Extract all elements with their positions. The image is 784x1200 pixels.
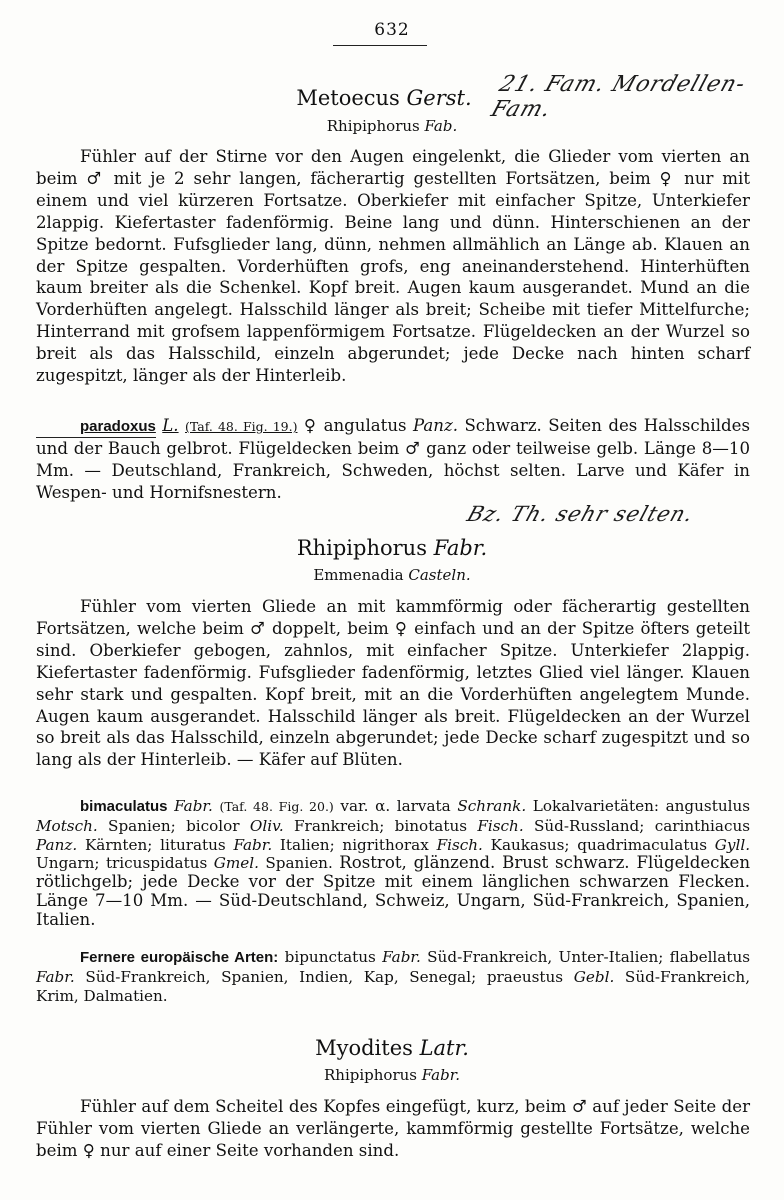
further-text: bipunctatus [284, 948, 376, 966]
species-author: L. [162, 416, 179, 435]
further-text: Süd-Frankreich, Unter-Italien; flabellatus [427, 948, 751, 966]
further-author: Fabr. [36, 967, 75, 986]
further-author: Fabr. [382, 948, 421, 966]
variety-author: Gmel. [213, 854, 259, 873]
variety-text: Ungarn; tricuspidatus [36, 854, 208, 873]
synonym-name: Emmenadia [313, 566, 404, 584]
description-text: Fühler auf der Stirne vor den Augen eingelenkt, die Glieder vom vierten an beim ♂ mit je 2 sehr langen, fächerartig gestellten Fortsätzen, beim ♀ nur mit einem und viel kürzeren Fortsatze. Oberkiefer mit einfacher Spitze, Unterkiefer 2lappig. Kiefertaster fadenförmig. Beine lang und dünn. Hinterschienen an der Spitze bedornt. Fufsglieder lang, dünn, nehmen allmählich an Länge ab. Klauen an der Spitze gespalten. Vorderhüften grofs, eng aneinanderstehend. Hinterhüften kaum breiter als die Schenkel. Kopf breit. Augen kaum ausgerandet. Mund an die Vorderhüften angelegt. Halsschild länger als breit; Scheibe mit tiefer Mittelfurche; Hinterrand mit grofsem lappenförmigem Fortsatze. Flügeldecken an der Wurzel so breit als das Halsschild, einzeln abgerundet; jede Decke nach hinten scharf zugespitzt, länger als der Hinterleib. [36, 147, 750, 386]
further-text: Süd-Frankreich, Krim, Dalmatien. [36, 967, 751, 1005]
variety-text: Lokalvarietäten: angustulus [532, 797, 751, 815]
species-description: Rostrot, glänzend. Brust schwarz. Flügeldecken rötlichgelb; jede Decke vor der Spitze mit einem länglichen schwarzen Flecken. Länge 7—10 Mm. — Süd-Deutschland, Schweiz, Ungarn, Süd-Frankreich, Spanien, Italien. [36, 853, 751, 929]
species-entry-bimaculatus [36, 797, 750, 930]
further-text: Süd-Frankreich, Spanien, Indien, Kap, Senegal; praeustus [85, 967, 564, 986]
genus-author: Gerst. [406, 86, 472, 110]
handwritten-annotation-species: Bz. Th. sehr selten. [464, 502, 698, 526]
species-entry-paradoxus [36, 415, 750, 504]
variety-text: Frankreich; binotatus [294, 816, 468, 835]
variety-author: Schrank. [457, 797, 527, 815]
genus-title: Rhipiphorus [296, 536, 427, 560]
description-text: Fühler auf dem Scheitel des Kopfes eingefügt, kurz, beim ♂ auf jeder Seite der Fühler vom vierten Gliede an verlängerte, kammförmig gestellte Fortsätze, welche beim ♀ nur auf einer Seite vorhanden sind. [36, 1097, 750, 1160]
pencil-stroke [36, 437, 156, 438]
variety-text: Süd-Russland; carinthiacus [534, 816, 751, 835]
variety-author: Oliv. [249, 816, 284, 835]
synonym-author: Fab. [424, 117, 458, 135]
synonym-name: Rhipiphorus [326, 117, 420, 135]
further-species [36, 948, 750, 1005]
genus-title: Myodites [315, 1036, 413, 1060]
variety-author: Gyll. [714, 835, 751, 854]
genus-heading-myodites [0, 1036, 784, 1060]
species-author: Fabr. [174, 797, 213, 815]
variety-author: Fisch. [477, 816, 524, 835]
handwritten-annotation-top: 21. Fam. Mordellen-Fam. [487, 72, 749, 122]
page-number-rule [333, 45, 427, 46]
description-text: Fühler vom vierten Gliede an mit kammförmig oder fächerartig gestellten Fortsätzen, welche beim ♂ doppelt, beim ♀ einfach und an der Spitze öfters geteilt sind. Oberkiefer gebogen, zahnlos, mit einfacher Spitze. Unterkiefer 2lappig. Kiefertaster fadenförmig. Fufsglieder fadenförmig, letztes Glied viel länger. Klauen sehr stark und gespalten. Kopf breit, mit an die Vorderhüften angelegtem Munde. Augen kaum ausgerandet. Halsschild länger als breit. Flügeldecken an der Wurzel so breit als das Halsschild, einzeln abgerundet; jede Decke scharf zugespitzt und so lang als der Hinterleib. — Käfer auf Blüten. [36, 597, 750, 770]
further-label: Fernere europäische Arten: [80, 949, 279, 966]
genus-description [36, 146, 750, 387]
genus-heading-metoecus [0, 86, 776, 110]
genus-heading-rhipiphorus [0, 536, 784, 560]
species-text: Schwarz. Seiten des Halsschildes und der Bauch gelbrot. Flügeldecken beim ♂ ganz oder teilweise gelb. Länge 8—10 Mm. — Deutschland, Frankreich, Schweden, höchst selten. Larve und Käfer in Wespen- und Hornifsnestern. [36, 416, 750, 502]
species-name: paradoxus [80, 418, 156, 435]
genus-description [36, 596, 750, 771]
genus-synonym [0, 1066, 784, 1084]
variety-text: var. α. larvata [340, 797, 451, 815]
species-name: bimaculatus [80, 798, 168, 815]
further-author: Gebl. [573, 967, 615, 986]
variety-text: Italien; nigrithorax [279, 835, 429, 854]
genus-synonym [0, 566, 784, 584]
synonym-author: Fabr. [421, 1066, 460, 1084]
synonym-author: Casteln. [408, 566, 471, 584]
variety-text: Kaukasus; quadrimaculatus [490, 835, 708, 854]
variety-author: Panz. [36, 835, 78, 854]
variety-author: Fisch. [436, 835, 483, 854]
variety-text: Spanien. [265, 854, 333, 873]
page-number: 632 [374, 20, 410, 40]
variety-author: Fabr. [233, 835, 273, 854]
genus-synonym [0, 117, 784, 135]
genus-author: Latr. [419, 1036, 469, 1060]
genus-author: Fabr. [433, 536, 488, 560]
synonym-name: Rhipiphorus [324, 1066, 417, 1084]
genus-title: Metoecus [296, 86, 400, 110]
species-synonym-author: Panz. [412, 416, 459, 435]
variety-text: Spanien; bicolor [108, 816, 240, 835]
species-synonym: ♀ angulatus [303, 416, 407, 435]
variety-author: Motsch. [36, 816, 98, 835]
species-figure-ref: (Taf. 48. Fig. 20.) [219, 799, 334, 814]
variety-text: Kärnten; lituratus [84, 835, 226, 854]
genus-description [36, 1096, 750, 1162]
species-figure-ref: (Taf. 48. Fig. 19.) [185, 419, 298, 434]
